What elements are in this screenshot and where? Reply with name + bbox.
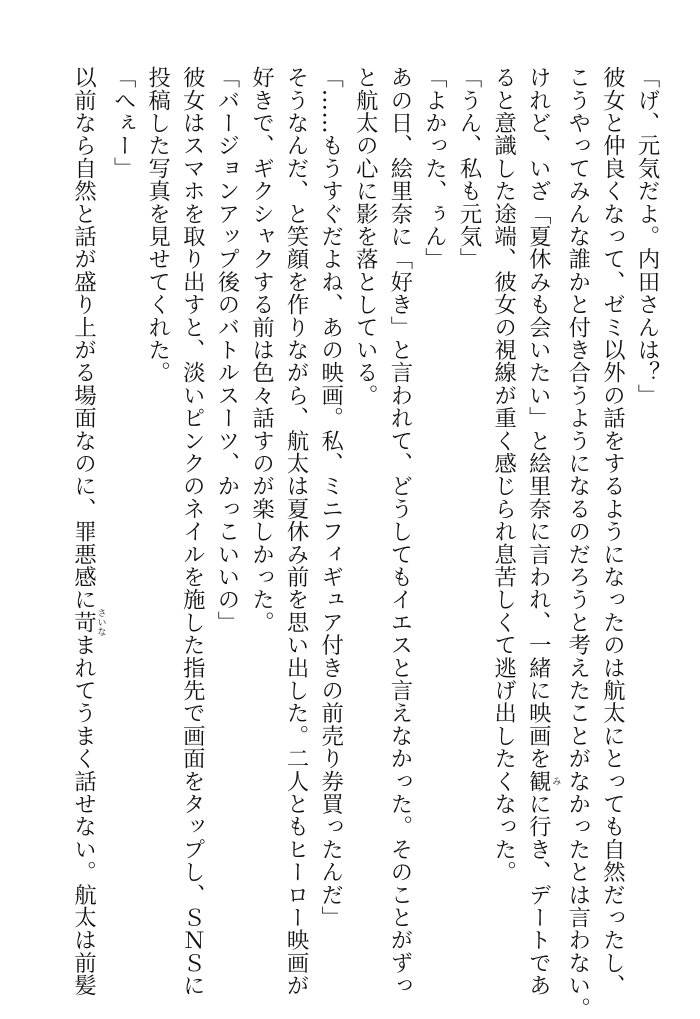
text-line: こうやってみんな誰かと付き合うようになるのだろうと考えたことがなかったとは言わない。 [564, 66, 591, 1019]
ruby-base: 苛 [70, 608, 97, 637]
text-line: 投稿した写真を見せてくれた。 [144, 66, 171, 384]
text-segment: に行き、デートであ [525, 792, 552, 997]
text-line [66, 66, 106, 997]
text-line: 「うん、私も元気」 [456, 66, 483, 271]
text-line: 彼女と仲良くなって、ゼミ以外の話をするようになったのは航太にとっても自然だったし、 [599, 66, 626, 997]
text-line: 「……もうすぐだよね、あの映画。私、ミニフィギュア付きの前売り券買ったんだ」 [317, 66, 344, 929]
text-segment: まれてうまく話せない。航太は前髪 [70, 633, 97, 997]
ruby-base: 観 [525, 769, 552, 793]
text-line: 「よかった、ぅん」 [421, 66, 448, 271]
ruby-reading: み [550, 769, 561, 793]
text-line: 「バージョンアップ後のバトルスーツ、かっこいいの」 [213, 66, 240, 634]
ruby-reading: さいな [95, 608, 106, 637]
text-line: ると意識した途端、彼女の視線が重く感じられ息苦しくて逃げ出したくなった。 [490, 66, 517, 884]
ruby-word [525, 769, 561, 793]
text-line: 好きで、ギクシャクする前は色々話すのが楽しかった。 [248, 66, 275, 634]
text-line: 「げ、元気だよ。内田さんは？」 [634, 66, 660, 407]
text-line: 彼女はスマホを取り出すと、淡いピンクのネイルを施した指先で画面をタップし、ＳＮＳに [179, 66, 206, 997]
text-segment: 以前なら自然と話が盛り上がる場面なのに、罪悪感に [70, 66, 97, 611]
text-line: と航太の心に影を落としている。 [352, 66, 379, 407]
ruby-word [70, 608, 106, 637]
text-line: あの日、絵里奈に「好き」と言われて、どうしてもイエスと言えなかった。そのことがずっ [386, 66, 413, 997]
text-line: 「へぇー」 [110, 66, 137, 180]
text-line: そうなんだ、と笑顔を作りながら、航太は夏休み前を思い出した。二人ともヒーロー映画が [283, 66, 310, 997]
vertical-text-block [24, 66, 664, 1019]
text-segment: けれど、いざ「夏休みも会いたい」と絵里奈に言われ、一緒に映画を [525, 66, 552, 770]
text-line [521, 66, 561, 997]
